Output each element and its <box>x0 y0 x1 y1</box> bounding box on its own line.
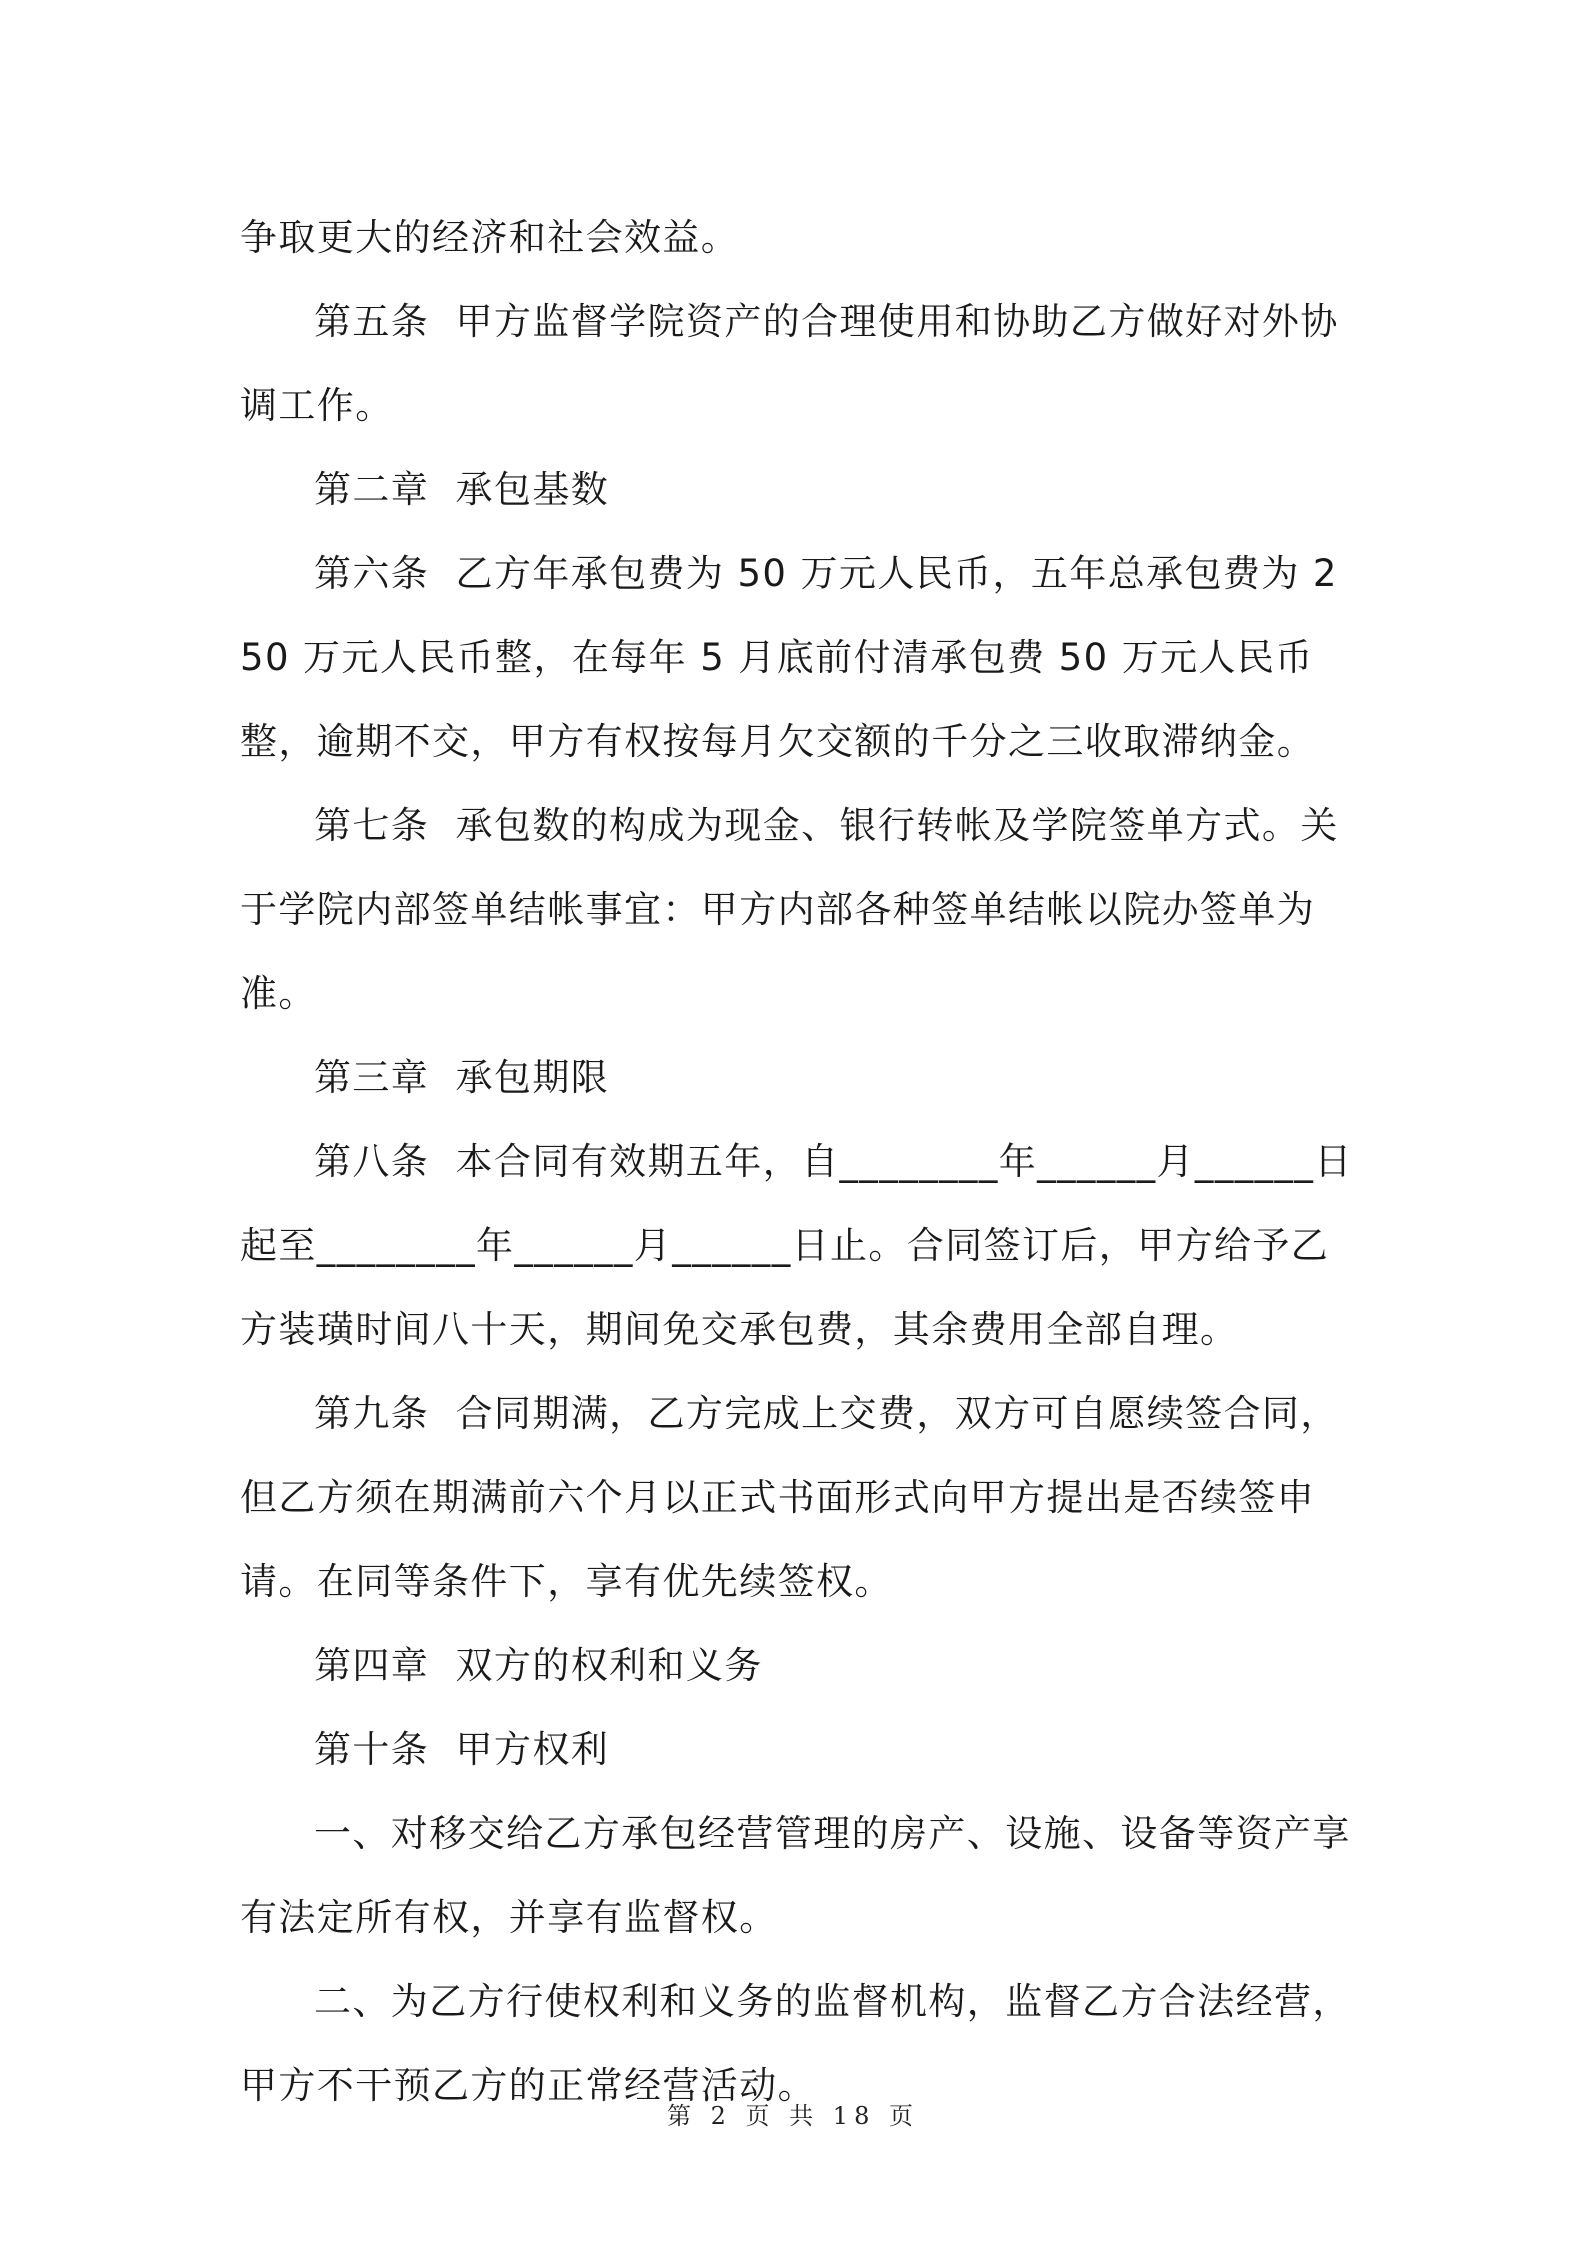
article-10-item-2: 二、为乙方行使权利和义务的监督机构，监督乙方合法经营，甲方不干预乙方的正常经营活动。 <box>240 1980 1351 2107</box>
document-body <box>240 196 1355 2128</box>
article-8: 第八条 本合同有效期五年，自________年______月______日起至________年______月______日止。合同签订后，甲方给予乙方装璜时间八十天，期间免交承包费，其余费用全部自理。 <box>240 1140 1353 1351</box>
article-7: 第七条 承包数的构成为现金、银行转帐及学院签单方式。关于学院内部签单结帐事宜：甲方内部各种签单结帐以院办签单为准。 <box>240 804 1339 1015</box>
article-10-item-1: 一、对移交给乙方承包经营管理的房产、设施、设备等资产享有法定所有权，并享有监督权。 <box>240 1812 1351 1939</box>
page-number-footer: 第 2 页 共 18 页 <box>667 2102 919 2130</box>
article-10: 第十条 甲方权利 <box>314 1728 610 1771</box>
article-5: 第五条 甲方监督学院资产的合理使用和协助乙方做好对外协调工作。 <box>240 300 1339 427</box>
chapter-3-heading: 第三章 承包期限 <box>314 1056 610 1099</box>
chapter-4-heading: 第四章 双方的权利和义务 <box>314 1644 763 1687</box>
article-9: 第九条 合同期满，乙方完成上交费，双方可自愿续签合同，但乙方须在期满前六个月以正式书面形式向甲方提出是否续签申请。在同等条件下，享有优先续签权。 <box>240 1392 1339 1603</box>
paragraph-continuation: 争取更大的经济和社会效益。 <box>240 216 740 259</box>
chapter-2-heading: 第二章 承包基数 <box>314 468 610 511</box>
article-6: 第六条 乙方年承包费为 50 万元人民币，五年总承包费为 250 万元人民币整，在每年 5 月底前付清承包费 50 万元人民币整，逾期不交，甲方有权按每月欠交额的千分之三收取滞纳金。 <box>240 552 1338 763</box>
